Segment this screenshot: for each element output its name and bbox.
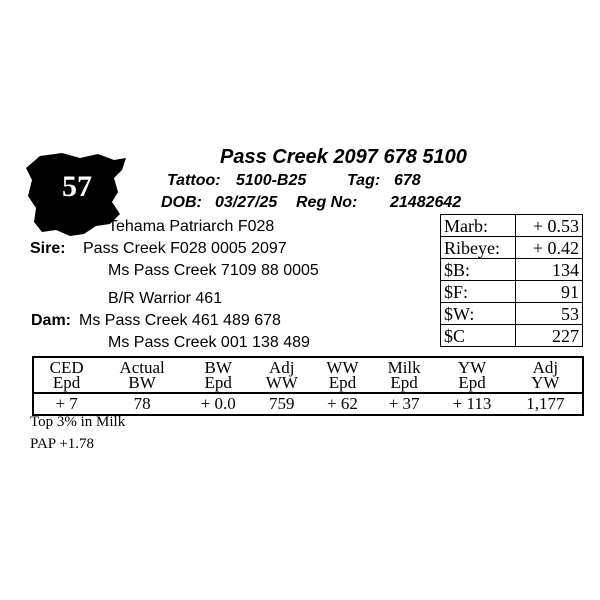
index-label: $F: <box>441 281 516 303</box>
reg-label: Reg No: <box>296 194 358 211</box>
table-row <box>441 281 583 303</box>
epd-header: Adj WW <box>265 358 298 392</box>
dob-label: DOB: <box>161 194 202 211</box>
epd-header: YW Epd <box>457 358 487 392</box>
index-value: 227 <box>516 325 583 347</box>
index-table <box>440 214 583 347</box>
lot-number: 57 <box>62 170 92 203</box>
index-value: 53 <box>516 303 583 325</box>
index-value: 134 <box>516 259 583 281</box>
epd-header: CED Epd <box>49 358 84 392</box>
table-row <box>441 215 583 237</box>
reg-value: 21482642 <box>390 194 462 211</box>
sire-name: Pass Creek F028 0005 2097 <box>83 240 287 257</box>
epd-value: + 37 <box>373 393 436 415</box>
epd-value: 759 <box>251 393 312 415</box>
epd-header: Adj YW <box>531 358 560 392</box>
epd-header: WW Epd <box>326 358 359 392</box>
dam-label: Dam: <box>31 312 72 329</box>
index-label: $C <box>441 325 516 347</box>
index-label: $W: <box>441 303 516 325</box>
dam-name: Ms Pass Creek 461 489 678 <box>79 312 281 329</box>
epd-header: BW Epd <box>204 358 232 392</box>
dam-sire: B/R Warrior 461 <box>108 290 223 307</box>
epd-table <box>32 356 584 416</box>
sire-dam: Ms Pass Creek 7109 88 0005 <box>108 262 319 279</box>
index-value: 91 <box>516 281 583 303</box>
epd-value: + 7 <box>33 393 99 415</box>
sire-sire: Tehama Patriarch F028 <box>108 218 275 235</box>
dam-dam: Ms Pass Creek 001 138 489 <box>108 334 310 351</box>
table-row <box>441 303 583 325</box>
tag-value: 678 <box>394 172 421 189</box>
index-value: + 0.42 <box>516 237 583 259</box>
dob-value: 03/27/25 <box>215 194 278 211</box>
epd-value: + 0.0 <box>185 393 251 415</box>
tattoo-value: 5100-B25 <box>236 172 307 189</box>
table-row <box>441 237 583 259</box>
epd-value: + 113 <box>435 393 508 415</box>
index-value: + 0.53 <box>516 215 583 237</box>
animal-name: Pass Creek 2097 678 5100 <box>220 146 467 168</box>
epd-values-row <box>33 393 583 415</box>
epd-value: 1,177 <box>509 393 583 415</box>
index-label: $B: <box>441 259 516 281</box>
epd-value: + 62 <box>312 393 373 415</box>
tag-label: Tag: <box>347 172 381 189</box>
sire-label: Sire: <box>30 240 66 257</box>
index-label: Ribeye: <box>441 237 516 259</box>
table-row <box>441 259 583 281</box>
epd-header: Milk Epd <box>387 358 421 392</box>
epd-header: Actual BW <box>119 358 165 392</box>
tattoo-label: Tattoo: <box>167 172 221 189</box>
index-label: Marb: <box>441 215 516 237</box>
epd-header-row <box>33 357 583 393</box>
note-milk: Top 3% in Milk <box>30 414 126 430</box>
table-row <box>441 325 583 347</box>
note-pap: PAP +1.78 <box>30 436 95 452</box>
epd-value: 78 <box>99 393 185 415</box>
